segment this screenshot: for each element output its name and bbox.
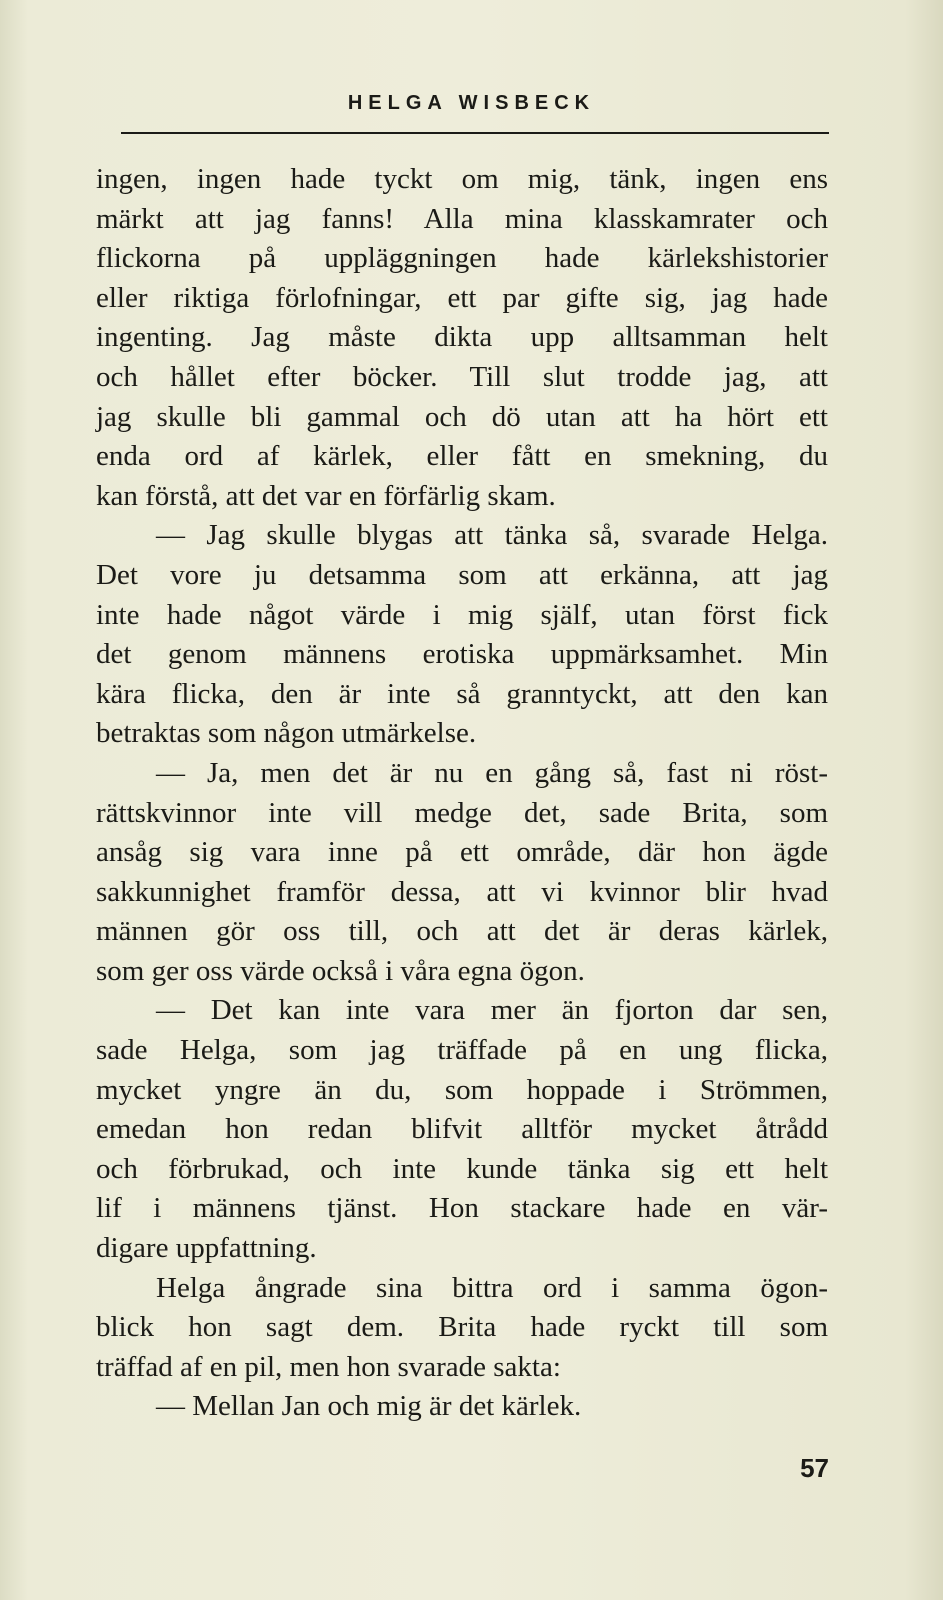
page-number: 57 <box>800 1453 829 1483</box>
text-line: rättskvinnor inte vill medge det, sade Brita, som <box>96 796 828 829</box>
text-line: ingenting. Jag måste dikta upp alltsamman helt <box>96 321 828 354</box>
text-line: och förbrukad, och inte kunde tänka sig ett helt <box>96 1152 828 1185</box>
text-line: Helga ångrade sina bittra ord i samma ögon- <box>156 1271 828 1304</box>
text-line: — Det kan inte vara mer än fjorton dar sen, <box>156 994 828 1027</box>
text-line: betraktas som någon utmärkelse. <box>96 717 477 750</box>
text-line: märkt att jag fanns! Alla mina klasskamrater och <box>96 202 828 235</box>
text-line: det genom männens erotiska uppmärksamhet. Min <box>96 638 828 671</box>
text-line: enda ord af kärlek, eller fått en smekning, du <box>96 440 828 473</box>
text-line: mycket yngre än du, som hoppade i Strömmen, <box>96 1073 828 1106</box>
text-line: sade Helga, som jag träffade på en ung flicka, <box>96 1034 828 1067</box>
text-line: jag skulle bli gammal och dö utan att ha hört ett <box>96 400 828 433</box>
text-line: — Jag skulle blygas att tänka så, svarade Helga. <box>156 519 828 552</box>
text-line: flickorna på uppläggningen hade kärlekshistorier <box>96 242 828 275</box>
text-line: och hållet efter böcker. Till slut trodde jag, att <box>96 360 828 393</box>
text-line: — Mellan Jan och mig är det kärlek. <box>156 1390 582 1423</box>
text-line: digare uppfattning. <box>96 1232 317 1265</box>
text-line: männen gör oss till, och att det är deras kärlek, <box>96 915 828 948</box>
text-line: ingen, ingen hade tyckt om mig, tänk, ingen ens <box>96 163 828 195</box>
text-line: ansåg sig vara inne på ett område, där hon ägde <box>96 836 828 869</box>
text-line: Det vore ju detsamma som att erkänna, att jag <box>96 558 828 591</box>
body-text <box>96 160 828 1427</box>
text-line: eller riktiga förlofningar, ett par gifte sig, jag hade <box>96 281 828 314</box>
text-line: kan förstå, att det var en förfärlig skam. <box>96 479 556 512</box>
text-line: träffad af en pil, men hon svarade sakta: <box>96 1350 561 1383</box>
running-header: HELGA WISBECK <box>347 92 596 114</box>
header-rule <box>121 132 829 134</box>
text-line: kära flicka, den är inte så granntyckt, att den kan <box>96 677 828 710</box>
text-line: emedan hon redan blifvit alltför mycket åtrådd <box>96 1113 828 1146</box>
text-line: blick hon sagt dem. Brita hade ryckt till som <box>96 1311 828 1344</box>
text-line: lif i männens tjänst. Hon stackare hade en vär- <box>96 1192 828 1225</box>
text-line: sakkunnighet framför dessa, att vi kvinnor blir hvad <box>96 875 828 908</box>
text-line: — Ja, men det är nu en gång så, fast ni röst- <box>156 756 828 789</box>
text-line: som ger oss värde också i våra egna ögon. <box>96 954 585 987</box>
text-line: inte hade något värde i mig själf, utan först fick <box>96 598 828 631</box>
